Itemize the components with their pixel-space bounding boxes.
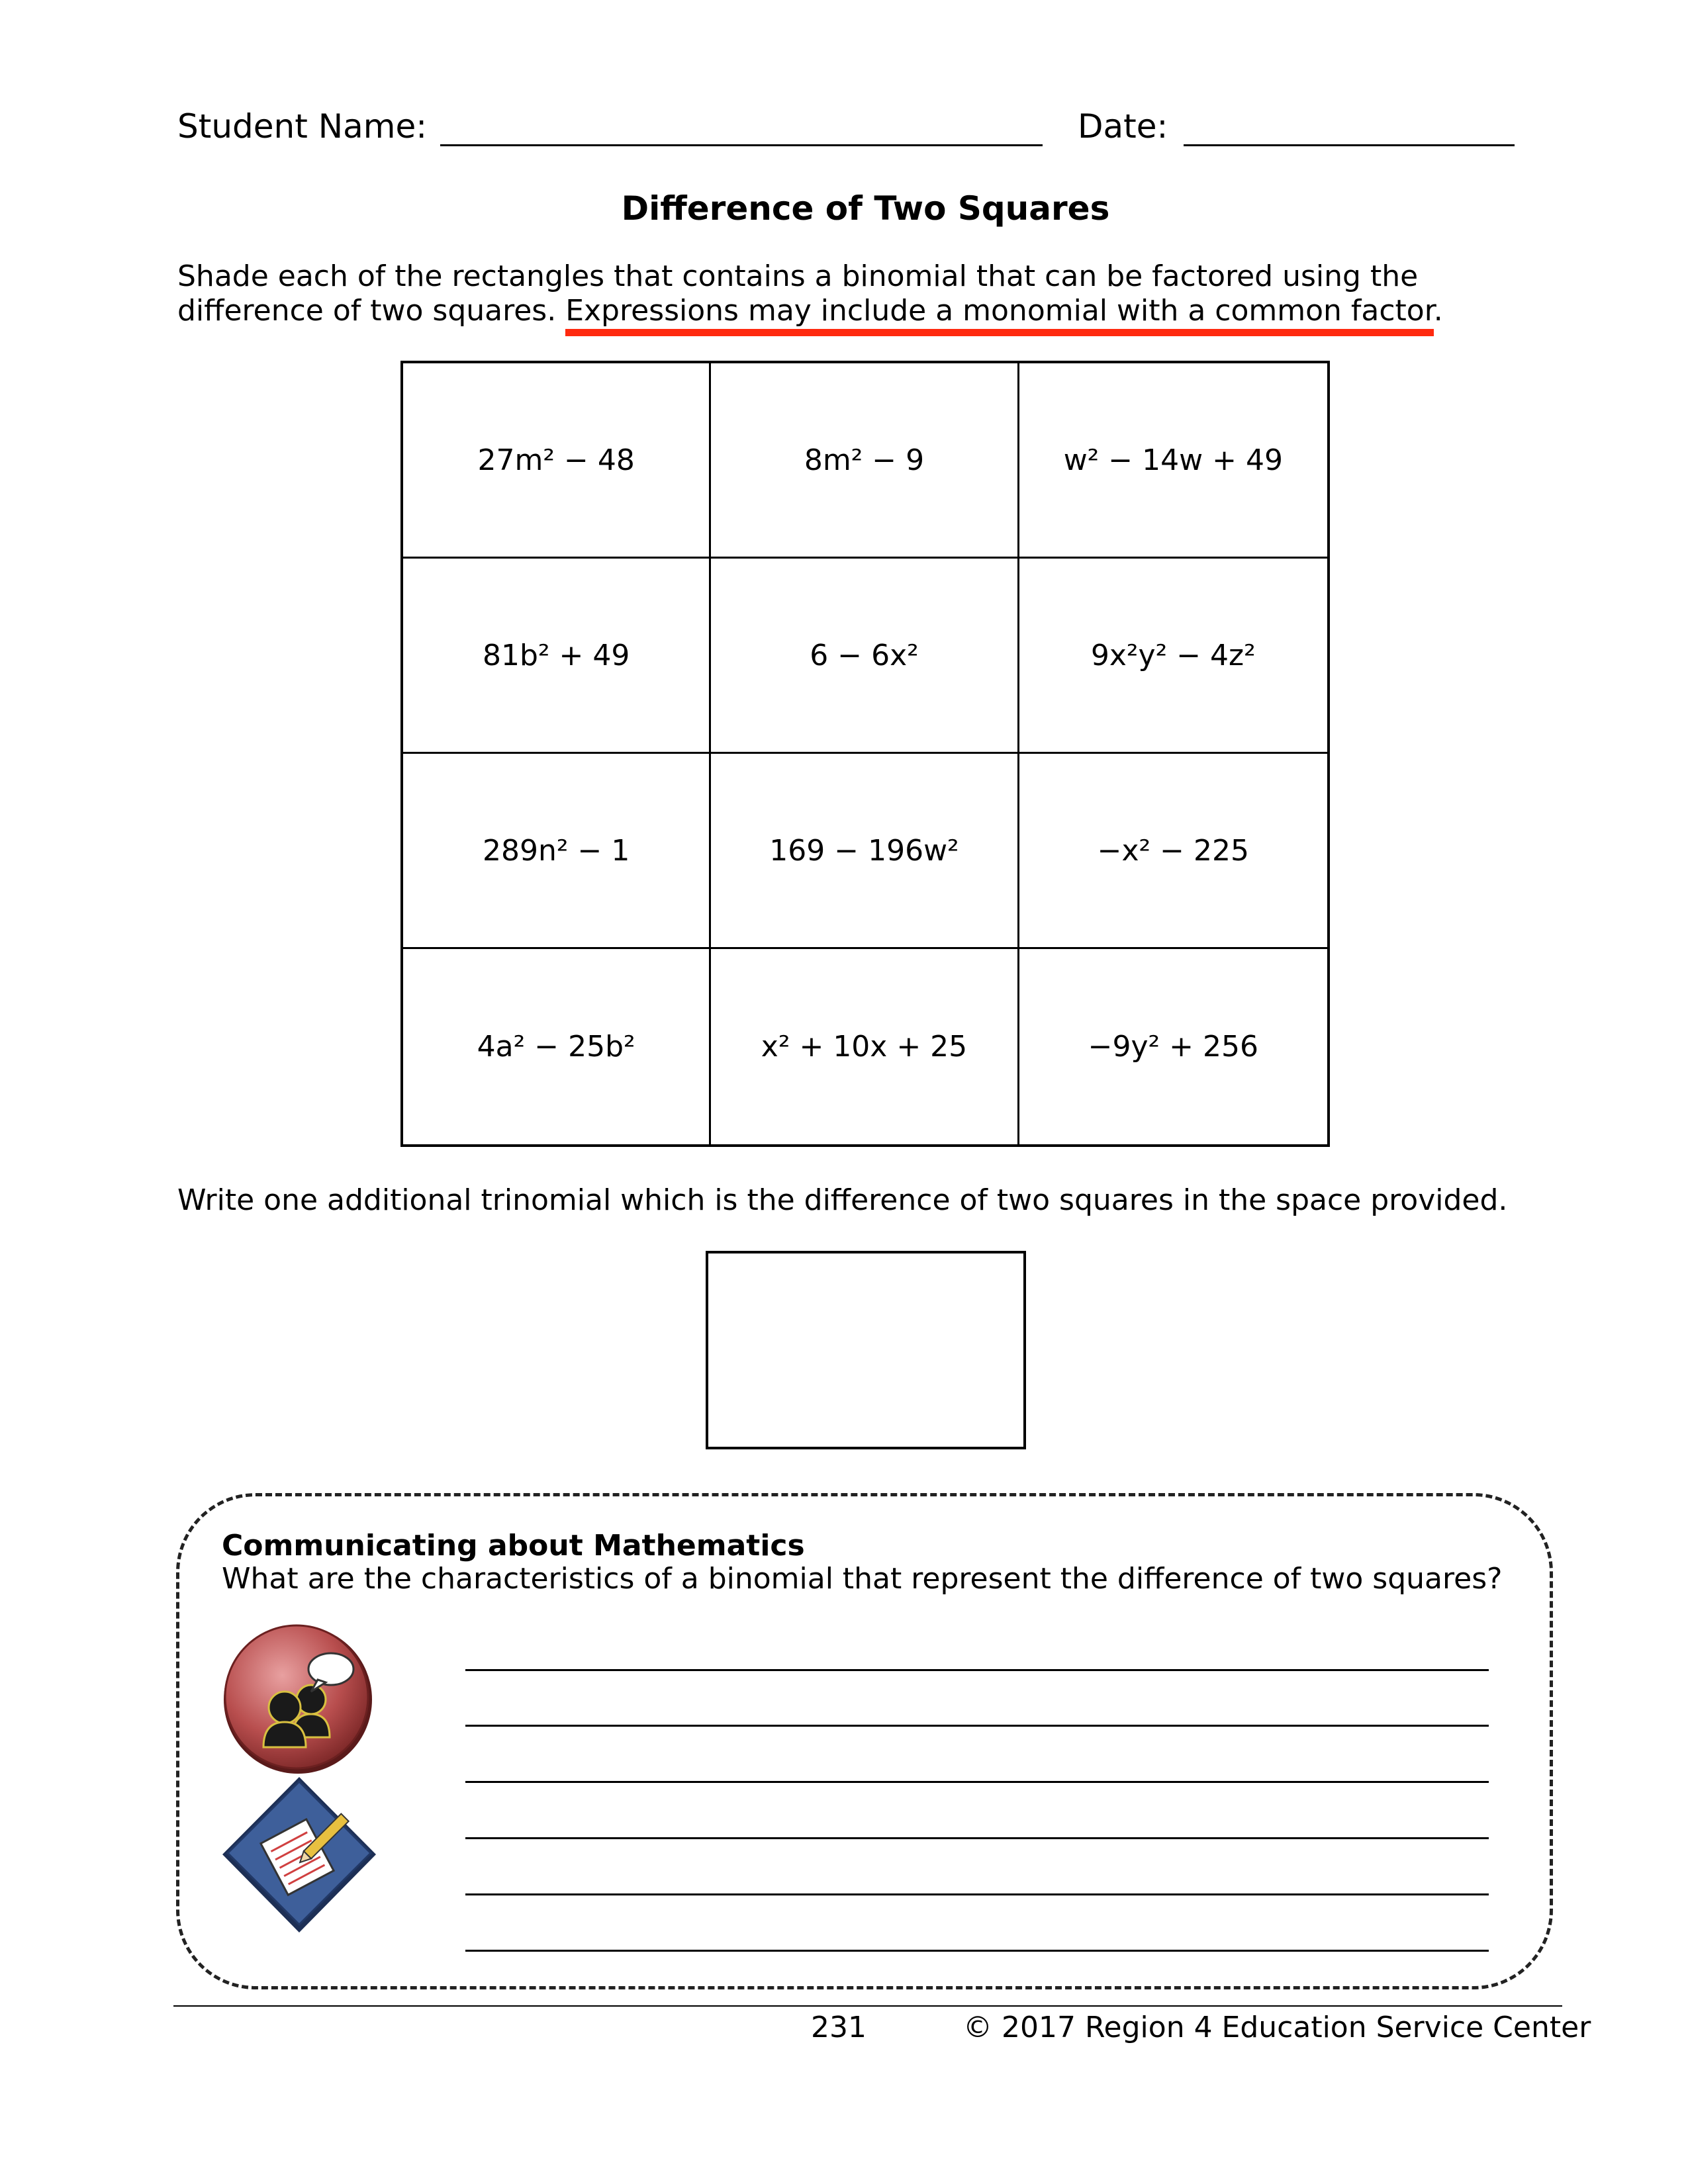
additional-trinomial-prompt: Write one additional trinomial which is the difference of two squares in the space provided. [177,1183,1508,1217]
page-number: 231 [811,2011,867,2044]
grid-cell[interactable]: 169 − 196w² [711,754,1019,949]
grid-cell[interactable]: x² + 10x + 25 [711,949,1019,1144]
grid-cell[interactable]: 289n² − 1 [403,754,711,949]
response-line[interactable] [465,1950,1489,1952]
grid-cell[interactable]: −x² − 225 [1019,754,1327,949]
communicating-title: Communicating about Mathematics [222,1529,805,1563]
grid-cell[interactable]: 81b² + 49 [403,559,711,754]
grid-cell[interactable]: −9y² + 256 [1088,1030,1259,1064]
grid-cell[interactable]: 6 − 6x² [711,559,1019,754]
instructions [177,259,1548,328]
copyright: © 2017 Region 4 Education Service Center [963,2011,1591,2044]
grid-cell[interactable]: 9x²y² − 4z² [1019,559,1327,754]
date-field[interactable] [1184,144,1515,146]
footer-rule [173,2005,1562,2007]
date-label: Date: [1078,107,1168,146]
grid-cell[interactable]: 27m² − 48 [403,363,711,559]
response-line[interactable] [465,1669,1489,1671]
grid-cell[interactable]: 8m² − 9 [711,363,1019,559]
instructions-text: Shade each of the rectangles that contains a binomial that can be factored using the difference of two squares. [177,259,1419,328]
answer-box[interactable] [706,1251,1026,1449]
communicating-question: What are the characteristics of a binomial that represent the difference of two squares? [222,1562,1503,1596]
writing-icon [218,1774,381,1936]
expression-grid [400,361,1330,1147]
grid-cell[interactable]: w² − 14w + 49 [1019,363,1327,559]
student-name-label: Student Name: [177,107,428,146]
discussion-icon [218,1621,377,1780]
response-line[interactable] [465,1837,1489,1839]
page-title: Difference of Two Squares [621,189,1110,228]
grid-cell[interactable]: 4a² − 25b² [403,949,711,1144]
instructions-underlined-text: Expressions may include a monomial with a common factor [565,294,1434,336]
response-line[interactable] [465,1725,1489,1727]
instructions-period: . [1433,294,1443,328]
response-line[interactable] [465,1781,1489,1783]
student-name-field[interactable] [440,144,1043,146]
response-line[interactable] [465,1893,1489,1895]
